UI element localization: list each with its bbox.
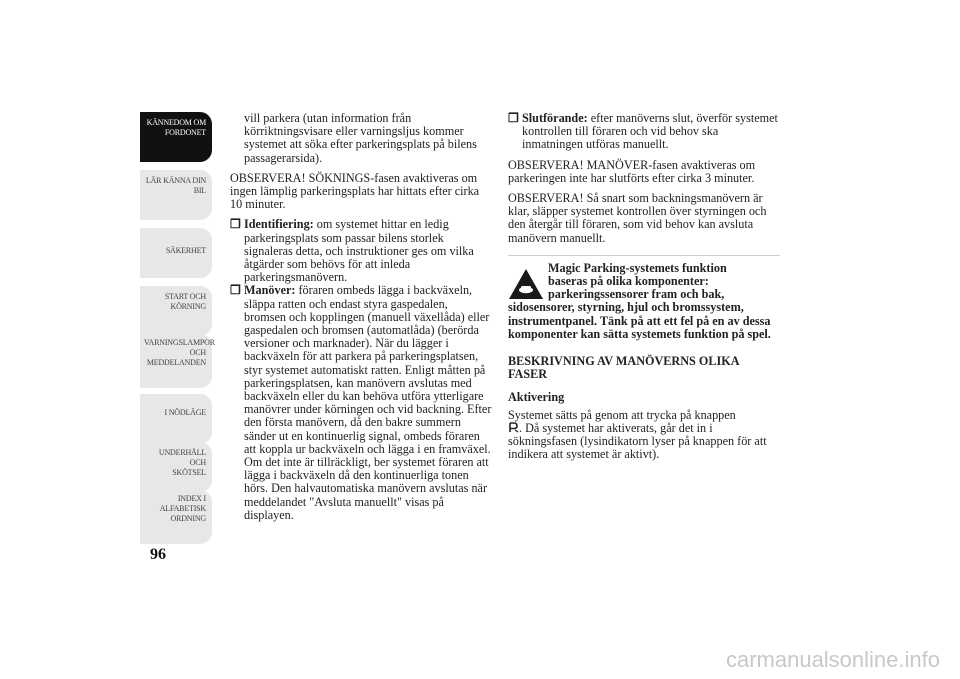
- tab-lar-kanna-din-bil[interactable]: [140, 170, 212, 220]
- tab-label: KÄNNEDOM OM: [146, 118, 206, 127]
- tab-label: ORDNING: [170, 514, 206, 523]
- note-manover: OBSERVERA! MANÖVER-fasen avaktiveras om parkeringen inte har slutförts efter cirka 3 minuter.: [508, 157, 756, 185]
- tab-label: ALFABETISK: [159, 504, 206, 513]
- tab-i-nodlage[interactable]: [140, 394, 212, 444]
- bullet-label: Identifiering:: [244, 217, 314, 232]
- bullet-text: om systemet hittar en ledig parkeringsplats som passar bilens storlek signaleras detta, och instruktioner ges om vilka åtgärder som behövs för att inleda parkeringsmanövern.: [244, 217, 474, 285]
- tab-start-och-korning[interactable]: [140, 286, 212, 336]
- checkbox-icon: ❒: [230, 283, 241, 298]
- tab-label: BIL: [193, 186, 206, 195]
- tab-underhall-och-skotsel[interactable]: [140, 442, 212, 492]
- activation-text: . Då systemet har aktiverats, går det in i sökningsfasen (lysindikatorn lyser på knappen för att indikera att systemet är aktivt).: [508, 420, 767, 462]
- bullet-manover: [230, 284, 492, 522]
- tab-sakerhet[interactable]: [140, 228, 212, 278]
- tab-label: INDEX I: [177, 494, 206, 503]
- warning-line: parkeringssensorer fram och bak,: [548, 287, 725, 302]
- note-sokning: OBSERVERA! SÖKNINGS-fasen avaktiveras om ingen lämplig parkeringsplats har hittats efter cirka 10 minuter.: [230, 170, 480, 212]
- tab-label: OCH: [189, 348, 206, 357]
- bullet-label: Slutförande:: [522, 111, 588, 125]
- bullet-label: Manöver:: [244, 283, 296, 298]
- tab-label: START OCH: [164, 292, 206, 301]
- bullet-text: efter manöverns slut, överför systemet kontrollen till föraren och vid behov ska inmatningen utföras manuellt.: [522, 111, 778, 152]
- activation-text: Systemet sätts på genom att trycka på knappen: [508, 407, 736, 422]
- checkbox-icon: ❒: [230, 217, 241, 232]
- tab-index[interactable]: [140, 490, 212, 544]
- bullet-identifiering: [230, 218, 492, 284]
- left-column: [230, 112, 492, 522]
- warning-triangle-car-icon: [508, 268, 544, 300]
- watermark: carmanualsonline.info: [725, 647, 940, 672]
- intro-paragraph: vill parkera (utan information från körriktningsvisare eller varningsljus kommer systemet att söka efter parkeringsplats på bilens passagerarsida).: [244, 111, 477, 165]
- subheading-aktivering: Aktivering: [508, 390, 565, 405]
- warning-line: baseras på olika komponenter:: [548, 274, 709, 289]
- right-column: [508, 112, 780, 461]
- tab-label: FORDONET: [164, 128, 206, 137]
- checkbox-icon: ❒: [508, 111, 519, 125]
- tab-label: VARNINGSLAMPOR: [144, 338, 215, 347]
- warning-box: [508, 255, 780, 341]
- warning-line: Magic Parking-systemets funktion: [548, 260, 727, 275]
- tab-label: MEDDELANDEN: [146, 358, 206, 367]
- page-number: 96: [150, 546, 166, 563]
- tab-label: LÄR KÄNNA DIN: [145, 176, 206, 185]
- note-backning: OBSERVERA! Så snart som backningsmanövern är klar, släpper systemet kontrollen över styrningen och den återgår till föraren, som vid behov kan avsluta manövern manuellt.: [508, 191, 767, 245]
- tab-label: SKÖTSEL: [172, 468, 206, 477]
- tab-label: UNDERHÅLL OCH: [158, 448, 206, 467]
- activation-paragraph: [508, 409, 780, 462]
- tab-varningslampor[interactable]: [140, 334, 215, 388]
- warning-rest: sidosensorer, styrning, hjul och bromssystem, instrumentpanel. Tänk på att ett fel på en av dessa komponenter kan sätta systemets funktion på spel.: [508, 300, 771, 341]
- section-heading: BESKRIVNING AV MANÖVERNS OLIKA FASER: [508, 354, 739, 382]
- bullet-slutforande: [508, 112, 780, 152]
- tab-label: SÄKERHET: [165, 246, 206, 255]
- tab-label: KÖRNING: [170, 302, 206, 311]
- tab-label: I NÖDLÄGE: [164, 408, 206, 417]
- bullet-text: föraren ombeds lägga i backväxeln, släppa ratten och endast styra gaspedalen, bromsen och kopplingen (manuell växellåda) eller gaspedalen och bromsen (automatlåda) (berörda versioner och marknader). När du lägger i backväxeln för att parkera på parkeringsplatsen, styr systemet automatiskt ratten. Enligt måtten på parkeringsplatsen, kan manövern avslutas med backväxeln eller du kan behöva utföra ytterligare manövrer under körningen och vid backning. Efter den första manövern, då den bakre summern sänder ut en kontinuerlig signal, ombeds föraren att koppla ur backväxeln och lägga i en framväxel. Om det inte är tillräckligt, ber systemet föraren att lägga i backväxeln då den kontinuerliga tonen hörs. Den halvautomatiska manövern avslutas när meddelandet "Avsluta manuellt" visas på displayen.: [244, 283, 492, 522]
- tab-kannedom-om-fordonet[interactable]: [140, 112, 212, 162]
- parking-assist-icon: [508, 422, 519, 433]
